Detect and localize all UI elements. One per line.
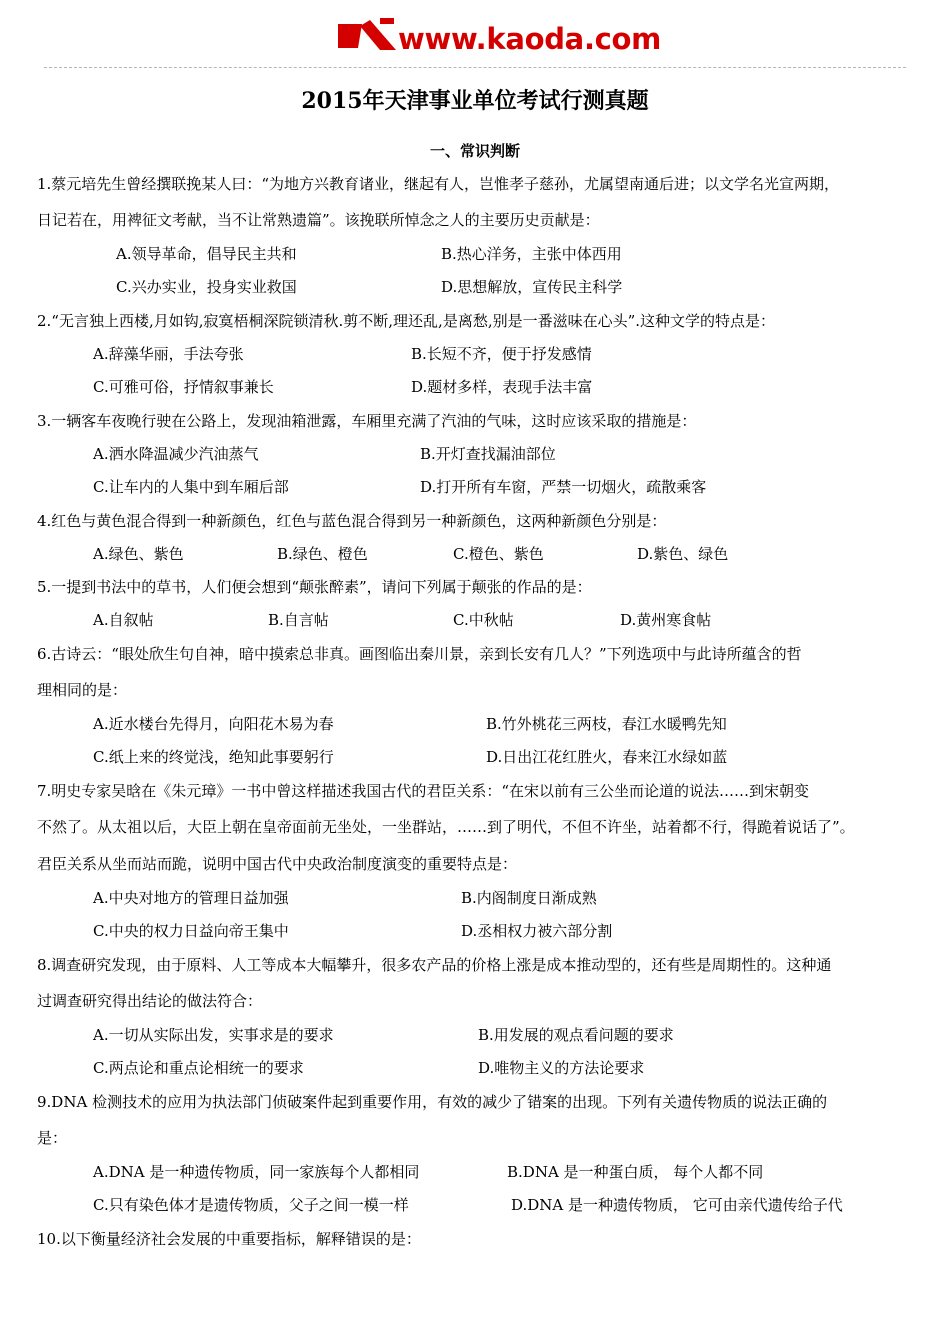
option-d: D.打开所有车窗，严禁一切烟火，疏散乘客 (420, 478, 707, 496)
option-a: A.中央对地方的管理日益加强 (93, 889, 289, 907)
question-line: 3.一辆客车夜晚行驶在公路上，发现油箱泄露，车厢里充满了汽油的气味，这时应该采取的措施是： (37, 412, 697, 430)
option-b: B.绿色、橙色 (277, 545, 368, 563)
option-c: C.可雅可俗，抒情叙事兼长 (93, 378, 274, 396)
option-c: C.只有染色体才是遗传物质，父子之间一模一样 (93, 1196, 409, 1214)
question-line: 不然了。从太祖以后，大臣上朝在皇帝面前无坐处，一坐群站，……到了明代，不但不许坐，站着都不行，得跪着说话了”。 (37, 818, 855, 836)
option-a: A.DNA 是一种遗传物质，同一家族每个人都相同 (93, 1163, 420, 1181)
option-d: D.紫色、绿色 (637, 545, 729, 563)
page-header (0, 0, 950, 70)
question-line: 9.DNA 检测技术的应用为执法部门侦破案件起到重要作用，有效的减少了错案的出现。下列有关遗传物质的说法正确的 (37, 1093, 828, 1111)
option-b: B.用发展的观点看问题的要求 (478, 1026, 674, 1044)
question-line: 6.古诗云：“眼处欣生句自神，暗中摸索总非真。画图临出秦川景，亲到长安有几人？”下列选项中与此诗所蕴含的哲 (37, 645, 802, 663)
question-line: 10.以下衡量经济社会发展的中重要指标，解释错误的是： (37, 1230, 421, 1248)
option-b: B.开灯查找漏油部位 (420, 445, 556, 463)
question-line: 是： (37, 1129, 68, 1147)
site-url[interactable]: www.kaoda.com (398, 22, 662, 56)
question-line: 理相同的是： (37, 681, 128, 699)
question-line: 4.红色与黄色混合得到一种新颜色，红色与蓝色混合得到另一种新颜色，这两种新颜色分别是： (37, 512, 667, 530)
option-a: A.自叙帖 (93, 611, 154, 629)
option-b: B.内阁制度日渐成熟 (461, 889, 597, 907)
option-c: C.橙色、紫色 (453, 545, 544, 563)
question-line: 1.蔡元培先生曾经撰联挽某人曰：“为地方兴教育诸业，继起有人，岂惟孝子慈孙，尤属望南通后进；以文学名光宣两期， (37, 175, 839, 193)
option-a: A.辞藻华丽，手法夸张 (93, 345, 244, 363)
option-d: D.思想解放，宣传民主科学 (441, 278, 623, 296)
question-line: 7.明史专家吴晗在《朱元璋》一书中曾这样描述我国古代的君臣关系：“在宋以前有三公坐而论道的说法……到宋朝变 (37, 782, 809, 800)
option-b: B.自言帖 (268, 611, 329, 629)
section-title: 一、常识判断 (429, 142, 520, 160)
page-title: 2015年天津事业单位考试行测真题 (301, 88, 649, 114)
option-c: C.中央的权力日益向帝王集中 (93, 922, 289, 940)
option-d: D.题材多样，表现手法丰富 (411, 378, 593, 396)
option-d: D.丞相权力被六部分割 (461, 922, 613, 940)
question-line: 过调查研究得出结论的做法符合： (37, 992, 263, 1010)
option-a: A.洒水降温减少汽油蒸气 (93, 445, 259, 463)
question-line: 日记若在，用裨征文考献，当不让常熟遗篇”。该挽联所悼念之人的主要历史贡献是： (37, 211, 600, 229)
option-c: C.让车内的人集中到车厢后部 (93, 478, 289, 496)
option-c: C.两点论和重点论相统一的要求 (93, 1059, 304, 1077)
question-line: 2.“无言独上西楼,月如钩,寂寞梧桐深院锁清秋.剪不断,理还乱,是离愁,别是一番滋味在心头”.这种文学的特点是： (37, 312, 776, 330)
header-divider (44, 67, 906, 68)
kaoda-logo-icon (336, 18, 406, 54)
question-line: 君臣关系从坐而站而跪，说明中国古代中央政治制度演变的重要特点是： (37, 855, 518, 873)
option-c: C.兴办实业，投身实业救国 (116, 278, 297, 296)
question-line: 8.调查研究发现，由于原料、人工等成本大幅攀升，很多农产品的价格上涨是成本推动型的，还有些是周期性的。这种通 (37, 956, 832, 974)
option-d: D.DNA 是一种遗传物质， 它可由亲代遗传给子代 (511, 1196, 843, 1214)
option-b: B.长短不齐，便于抒发感情 (411, 345, 592, 363)
option-c: C.中秋帖 (453, 611, 514, 629)
option-c: C.纸上来的终觉浅，绝知此事要躬行 (93, 748, 334, 766)
option-b: B.竹外桃花三两枝，春江水暖鸭先知 (486, 715, 727, 733)
option-a: A.领导革命，倡导民主共和 (116, 245, 297, 263)
option-d: D.唯物主义的方法论要求 (478, 1059, 645, 1077)
option-a: A.一切从实际出发，实事求是的要求 (93, 1026, 334, 1044)
option-a: A.绿色、紫色 (93, 545, 184, 563)
option-d: D.黄州寒食帖 (620, 611, 712, 629)
option-a: A.近水楼台先得月，向阳花木易为春 (93, 715, 334, 733)
option-b: B.DNA 是一种蛋白质， 每个人都不同 (507, 1163, 764, 1181)
option-d: D.日出江花红胜火，春来江水绿如蓝 (486, 748, 728, 766)
question-line: 5.一提到书法中的草书，人们便会想到“颠张醉素”，请问下列属于颠张的作品的是： (37, 578, 592, 596)
option-b: B.热心洋务，主张中体西用 (441, 245, 622, 263)
